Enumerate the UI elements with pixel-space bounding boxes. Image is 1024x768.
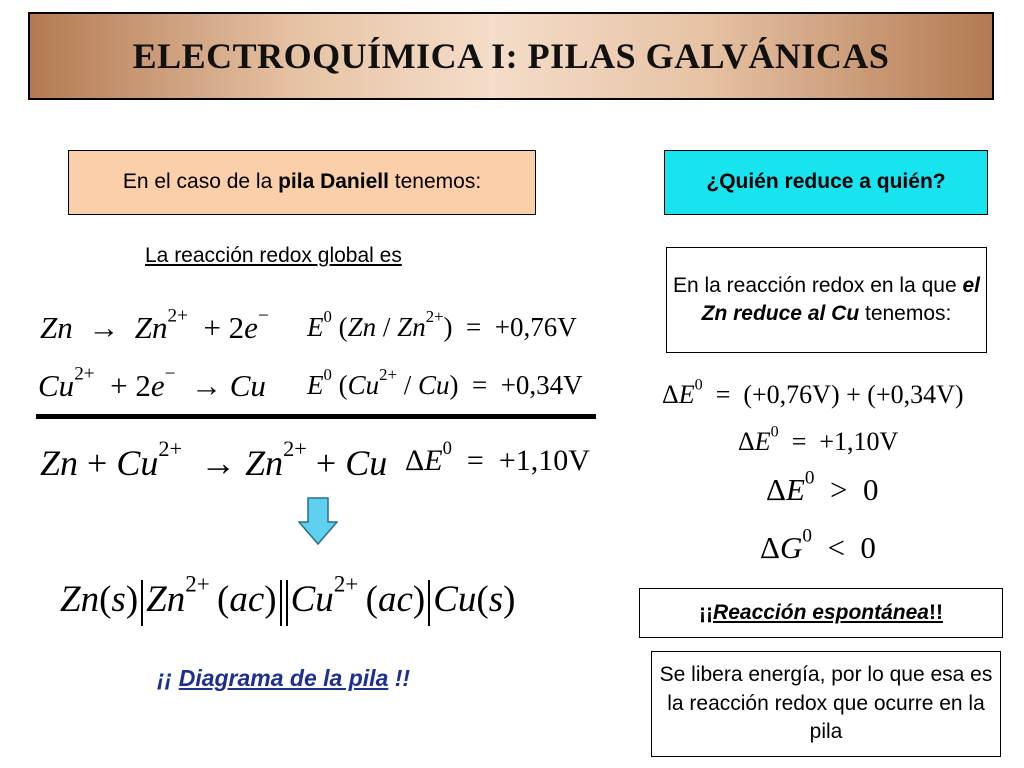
espontanea-text [699,599,943,627]
arrow-down-icon [298,497,338,545]
value-034: +0,34V [500,370,583,400]
sum-potentials: $\Delta E^0 = (+0,76V) + (+0,34V)$ [662,376,964,409]
positive-delta-e: $\Delta E^0 > 0$ [766,467,879,507]
oxidation-potential: $E^0$ $(Zn / Zn^{2+}) = +0,76V$ [307,306,577,342]
diagrama-link-text[interactable]: Diagrama de la pila [178,665,389,691]
quien-box [664,150,988,215]
title-banner [28,12,994,100]
zn-reduce-prefix: En la reacción redox en la que [672,273,963,297]
sum-result: $\Delta E^0 = +1,10V$ [738,423,899,456]
zn-reduce-bold: el Zn reduce al Cu [701,273,981,325]
quien-text: ¿Quién reduce a quién? [706,170,946,194]
espontanea-italic: Reacción espontánea [713,600,929,624]
espontanea-prefix: ¡¡ [699,600,714,624]
sum-rule [36,414,596,419]
reduction-half-reaction: $Cu^{2+} + 2e^- \to Cu$ [38,363,266,403]
diagrama-prefix: ¡¡ [157,665,179,691]
zero-e: 0 [862,472,879,507]
global-reaction: $Zn + Cu^{2+} \to Zn^{2+} + Cu$ [40,436,388,483]
daniell-text [123,168,481,196]
diagrama-suffix: !! [388,665,411,691]
sum-value-076: +0,76V [752,380,831,409]
cell-diagram: Zn(s) $Zn^{2+}$ (ac) $Cu^{2+}$ (ac) Cu(s) [60,578,515,626]
espontanea-box [639,588,1003,638]
libera-text: Se libera energía, por lo que esa es la reacción redox que ocurre en la pila [659,663,993,744]
global-potential: $\Delta E^0 = +1,10V$ [405,438,590,477]
oxidation-half-reaction: $Zn \to Zn^{2+} + 2e^-$ [40,305,269,345]
daniell-box [68,150,536,215]
global-reaction-label: La reacción redox global es [145,244,402,267]
result-value-110: +1,10V [819,427,899,456]
value-110: +1,10V [498,444,590,477]
negative-delta-g: $\Delta G^0 < 0$ [760,525,876,565]
espontanea-suffix: !! [928,600,943,624]
zn-reduce-suffix: tenemos: [859,302,952,325]
diagrama-link[interactable] [157,665,410,692]
reduction-potential: $E^0$ $(Cu^{2+} / Cu) = +0,34V$ [307,364,583,400]
zero-g: 0 [860,530,876,565]
daniell-suffix: tenemos: [388,170,482,194]
zn-reduce-box [666,247,987,353]
daniell-bold: pila Daniell [278,170,389,194]
daniell-prefix: En el caso de la [122,170,279,194]
sum-value-034: +0,34V [875,380,955,409]
libera-box [651,651,1001,757]
page-title: ELECTROQUÍMICA I: PILAS GALVÁNICAS [132,36,890,76]
zn-reduce-text [667,272,986,329]
value-076: +0,76V [494,312,577,342]
